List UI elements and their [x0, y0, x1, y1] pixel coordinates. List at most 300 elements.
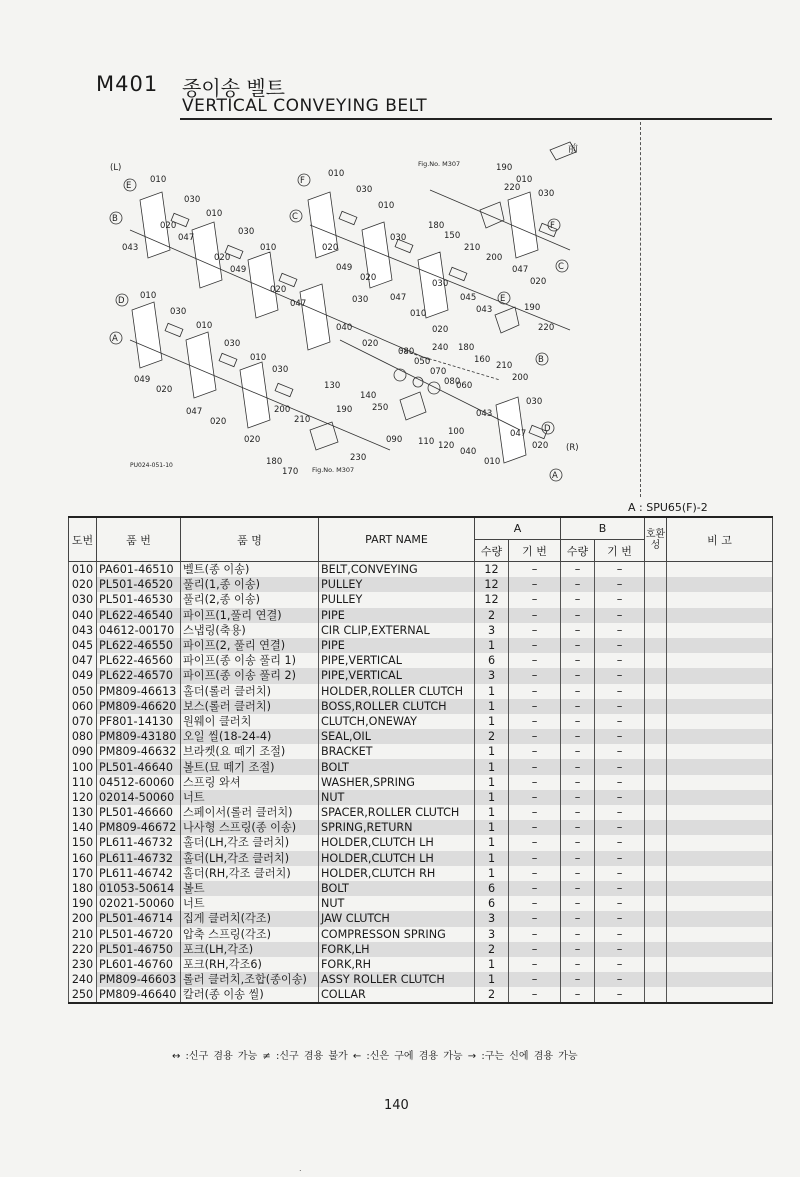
- svg-text:043: 043: [122, 243, 139, 253]
- cell-qty-b: –: [561, 744, 595, 759]
- cell-qty: 1: [475, 820, 509, 835]
- cell-interchange: [645, 775, 667, 790]
- svg-text:010: 010: [484, 457, 501, 467]
- cell-base-a: –: [509, 577, 561, 592]
- cell-no: 010: [69, 562, 97, 578]
- svg-text:010: 010: [516, 175, 533, 185]
- cell-part-name: BOLT: [319, 881, 475, 896]
- page-number: 140: [384, 1098, 409, 1113]
- svg-text:F: F: [300, 176, 305, 186]
- cell-name-ko: 홀더(RH,각조 클러치): [181, 866, 319, 881]
- cell-part-no: PL501-46720: [97, 927, 181, 942]
- cell-part-name: FORK,LH: [319, 942, 475, 957]
- svg-text:047: 047: [178, 233, 195, 243]
- cell-interchange: [645, 866, 667, 881]
- svg-text:043: 043: [476, 305, 493, 315]
- svg-text:020: 020: [532, 441, 549, 451]
- svg-text:140: 140: [360, 391, 377, 401]
- cell-no: 030: [69, 592, 97, 607]
- cell-remarks: [667, 881, 773, 896]
- cell-qty: 2: [475, 608, 509, 623]
- cell-qty: 3: [475, 623, 509, 638]
- cell-part-no: PL611-46732: [97, 835, 181, 850]
- cell-part-no: PL501-46520: [97, 577, 181, 592]
- cell-name-ko: 너트: [181, 790, 319, 805]
- cell-base-a: –: [509, 759, 561, 774]
- svg-text:B: B: [112, 214, 118, 224]
- svg-text:210: 210: [464, 243, 481, 253]
- cell-base-a: –: [509, 775, 561, 790]
- cell-remarks: [667, 668, 773, 683]
- svg-text:130: 130: [324, 381, 341, 391]
- svg-text:090: 090: [386, 435, 403, 445]
- cell-qty-b: –: [561, 987, 595, 1003]
- table-row: [69, 759, 773, 774]
- cell-no: 049: [69, 668, 97, 683]
- cell-base-a: –: [509, 790, 561, 805]
- cell-interchange: [645, 623, 667, 638]
- svg-text:040: 040: [336, 323, 353, 333]
- cell-remarks: [667, 911, 773, 926]
- cell-part-name: PIPE,VERTICAL: [319, 653, 475, 668]
- cell-remarks: [667, 714, 773, 729]
- cell-no: 150: [69, 835, 97, 850]
- svg-text:170: 170: [282, 467, 299, 477]
- cell-base-a: –: [509, 729, 561, 744]
- svg-text:150: 150: [444, 231, 461, 241]
- cell-no: 060: [69, 699, 97, 714]
- cell-base-b: –: [595, 927, 645, 942]
- cell-base-a: –: [509, 896, 561, 911]
- svg-text:(L): (L): [110, 163, 122, 173]
- cell-remarks: [667, 577, 773, 592]
- cell-base-a: –: [509, 684, 561, 699]
- dashed-divider: [640, 122, 641, 497]
- cell-remarks: [667, 866, 773, 881]
- svg-text:030: 030: [272, 365, 289, 375]
- cell-qty: 6: [475, 896, 509, 911]
- cell-qty-b: –: [561, 562, 595, 578]
- cell-remarks: [667, 775, 773, 790]
- cell-qty-b: –: [561, 942, 595, 957]
- cell-remarks: [667, 684, 773, 699]
- svg-text:043: 043: [476, 409, 493, 419]
- cell-qty-b: –: [561, 775, 595, 790]
- cell-base-b: –: [595, 775, 645, 790]
- cell-qty: 3: [475, 668, 509, 683]
- cell-remarks: [667, 987, 773, 1003]
- cell-interchange: [645, 714, 667, 729]
- cell-name-ko: 파이프(종 이송 풀리 2): [181, 668, 319, 683]
- table-row: [69, 881, 773, 896]
- cell-remarks: [667, 744, 773, 759]
- svg-text:020: 020: [432, 325, 449, 335]
- cell-name-ko: 포크(LH,각조): [181, 942, 319, 957]
- table-row: [69, 729, 773, 744]
- cell-remarks: [667, 820, 773, 835]
- cell-name-ko: 나사형 스프링(종 이송): [181, 820, 319, 835]
- cell-qty: 1: [475, 684, 509, 699]
- cell-remarks: [667, 759, 773, 774]
- col-no: 도번: [69, 517, 97, 562]
- cell-part-no: PL622-46540: [97, 608, 181, 623]
- table-row: [69, 668, 773, 683]
- cell-part-name: PIPE: [319, 608, 475, 623]
- cell-interchange: [645, 805, 667, 820]
- cell-qty: 1: [475, 957, 509, 972]
- cell-no: 160: [69, 851, 97, 866]
- cell-part-no: PF801-14130: [97, 714, 181, 729]
- svg-text:190: 190: [496, 163, 513, 173]
- cell-qty-b: –: [561, 820, 595, 835]
- table-row: [69, 714, 773, 729]
- col-remarks: 비 고: [667, 517, 773, 562]
- cell-name-ko: 파이프(1,풀리 연결): [181, 608, 319, 623]
- cell-part-no: PL501-46714: [97, 911, 181, 926]
- cell-name-ko: 풀리(1,종 이송): [181, 577, 319, 592]
- cell-name-ko: 파이프(2, 풀리 연결): [181, 638, 319, 653]
- table-row: [69, 866, 773, 881]
- cell-name-ko: 홀더(LH,각조 클러치): [181, 835, 319, 850]
- cell-name-ko: 압축 스프링(각조): [181, 927, 319, 942]
- svg-text:200: 200: [486, 253, 503, 263]
- cell-part-no: PL611-46742: [97, 866, 181, 881]
- cell-base-b: –: [595, 851, 645, 866]
- svg-text:049: 049: [134, 375, 151, 385]
- cell-base-b: –: [595, 881, 645, 896]
- model-note: A : SPU65(F)-2: [628, 501, 708, 514]
- cell-qty-b: –: [561, 790, 595, 805]
- cell-part-name: WASHER,SPRING: [319, 775, 475, 790]
- svg-text:120: 120: [438, 441, 455, 451]
- cell-qty-b: –: [561, 623, 595, 638]
- svg-text:010: 010: [328, 169, 345, 179]
- col-base-a: 기 번: [509, 540, 561, 562]
- cell-remarks: [667, 592, 773, 607]
- cell-remarks: [667, 942, 773, 957]
- cell-part-no: PL501-46640: [97, 759, 181, 774]
- cell-base-a: –: [509, 653, 561, 668]
- svg-text:080: 080: [444, 377, 461, 387]
- cell-base-a: –: [509, 668, 561, 683]
- svg-text:049: 049: [230, 265, 247, 275]
- cell-no: 120: [69, 790, 97, 805]
- table-row: [69, 699, 773, 714]
- svg-text:D: D: [544, 424, 551, 434]
- diagram-ref-code: PU024-051-10: [130, 462, 173, 469]
- cell-qty: 1: [475, 638, 509, 653]
- cell-no: 220: [69, 942, 97, 957]
- cell-part-name: COMPRESSON SPRING: [319, 927, 475, 942]
- cell-base-b: –: [595, 684, 645, 699]
- cell-qty-b: –: [561, 881, 595, 896]
- cell-base-a: –: [509, 987, 561, 1003]
- cell-part-no: PM809-46632: [97, 744, 181, 759]
- table-row: [69, 835, 773, 850]
- cell-base-b: –: [595, 972, 645, 987]
- svg-text:020: 020: [362, 339, 379, 349]
- cell-base-a: –: [509, 866, 561, 881]
- cell-qty: 6: [475, 881, 509, 896]
- cell-part-no: PL611-46732: [97, 851, 181, 866]
- table-row: [69, 653, 773, 668]
- col-part-no: 품 번: [97, 517, 181, 562]
- cell-remarks: [667, 957, 773, 972]
- cell-no: 190: [69, 896, 97, 911]
- cell-no: 090: [69, 744, 97, 759]
- cell-qty-b: –: [561, 684, 595, 699]
- cell-part-name: SEAL,OIL: [319, 729, 475, 744]
- cell-interchange: [645, 729, 667, 744]
- cell-base-a: –: [509, 699, 561, 714]
- cell-name-ko: 롤러 클러치,조합(종이송): [181, 972, 319, 987]
- cell-name-ko: 홀더(LH,각조 클러치): [181, 851, 319, 866]
- cell-name-ko: 보스(롤러 클러치): [181, 699, 319, 714]
- svg-text:050: 050: [414, 357, 431, 367]
- cell-interchange: [645, 562, 667, 578]
- svg-text:030: 030: [356, 185, 373, 195]
- table-row: [69, 577, 773, 592]
- cell-part-no: 02021-50060: [97, 896, 181, 911]
- svg-text:020: 020: [210, 417, 227, 427]
- table-row: [69, 896, 773, 911]
- svg-text:010: 010: [196, 321, 213, 331]
- svg-text:020: 020: [160, 221, 177, 231]
- cell-qty-b: –: [561, 957, 595, 972]
- svg-text:010: 010: [140, 291, 157, 301]
- cell-part-no: PL601-46760: [97, 957, 181, 972]
- cell-no: 070: [69, 714, 97, 729]
- cell-part-no: PM809-46613: [97, 684, 181, 699]
- cell-part-name: HOLDER,CLUTCH RH: [319, 866, 475, 881]
- cell-qty-b: –: [561, 592, 595, 607]
- svg-text:240: 240: [432, 343, 449, 353]
- cell-part-no: PM809-46620: [97, 699, 181, 714]
- cell-base-a: –: [509, 851, 561, 866]
- cell-no: 250: [69, 987, 97, 1003]
- cell-interchange: [645, 577, 667, 592]
- cell-part-no: PM809-46640: [97, 987, 181, 1003]
- cell-qty-b: –: [561, 577, 595, 592]
- cell-interchange: [645, 638, 667, 653]
- cell-base-b: –: [595, 866, 645, 881]
- title-english: VERTICAL CONVEYING BELT: [182, 96, 428, 116]
- cell-interchange: [645, 684, 667, 699]
- cell-name-ko: 칼러(종 이송 씰): [181, 987, 319, 1003]
- cell-interchange: [645, 653, 667, 668]
- cell-name-ko: 볼트: [181, 881, 319, 896]
- svg-text:030: 030: [224, 339, 241, 349]
- svg-text:(R): (R): [566, 443, 579, 453]
- cell-interchange: [645, 835, 667, 850]
- cell-base-a: –: [509, 562, 561, 578]
- cell-base-a: –: [509, 911, 561, 926]
- cell-qty: 1: [475, 775, 509, 790]
- cell-part-name: NUT: [319, 896, 475, 911]
- cell-base-a: –: [509, 623, 561, 638]
- cell-name-ko: 홀더(롤러 클러치): [181, 684, 319, 699]
- svg-text:030: 030: [170, 307, 187, 317]
- cell-qty: 1: [475, 805, 509, 820]
- cell-qty-b: –: [561, 638, 595, 653]
- cell-interchange: [645, 759, 667, 774]
- svg-text:030: 030: [538, 189, 555, 199]
- table-row: [69, 790, 773, 805]
- cell-no: 050: [69, 684, 97, 699]
- svg-text:010: 010: [378, 201, 395, 211]
- cell-part-no: PL501-46660: [97, 805, 181, 820]
- svg-text:220: 220: [504, 183, 521, 193]
- cell-qty: 1: [475, 972, 509, 987]
- cell-interchange: [645, 896, 667, 911]
- cell-base-b: –: [595, 759, 645, 774]
- cell-qty-b: –: [561, 866, 595, 881]
- cell-qty-b: –: [561, 668, 595, 683]
- cell-name-ko: 스냅링(축용): [181, 623, 319, 638]
- svg-text:047: 047: [390, 293, 407, 303]
- cell-interchange: [645, 668, 667, 683]
- cell-base-b: –: [595, 805, 645, 820]
- cell-base-b: –: [595, 699, 645, 714]
- svg-text:060: 060: [456, 381, 473, 391]
- cell-part-no: PL622-46560: [97, 653, 181, 668]
- cell-part-name: BELT,CONVEYING: [319, 562, 475, 578]
- cell-base-b: –: [595, 714, 645, 729]
- cell-part-name: CIR CLIP,EXTERNAL: [319, 623, 475, 638]
- cell-base-b: –: [595, 911, 645, 926]
- svg-text:030: 030: [184, 195, 201, 205]
- cell-part-name: NUT: [319, 790, 475, 805]
- cell-remarks: [667, 972, 773, 987]
- cell-name-ko: 볼트(묘 떼기 조절): [181, 759, 319, 774]
- cell-qty-b: –: [561, 911, 595, 926]
- cell-base-b: –: [595, 987, 645, 1003]
- cell-remarks: [667, 653, 773, 668]
- svg-text:047: 047: [290, 299, 307, 309]
- svg-text:C: C: [292, 212, 298, 222]
- table-row: [69, 684, 773, 699]
- col-base-b: 기 번: [595, 540, 645, 562]
- cell-qty-b: –: [561, 653, 595, 668]
- cell-base-a: –: [509, 972, 561, 987]
- col-qty-a: 수량: [475, 540, 509, 562]
- cell-part-name: BRACKET: [319, 744, 475, 759]
- svg-text:180: 180: [266, 457, 283, 467]
- svg-text:200: 200: [512, 373, 529, 383]
- cell-qty: 1: [475, 851, 509, 866]
- cell-qty-b: –: [561, 729, 595, 744]
- svg-text:047: 047: [510, 429, 527, 439]
- svg-text:080: 080: [398, 347, 415, 357]
- cell-qty-b: –: [561, 805, 595, 820]
- cell-interchange: [645, 927, 667, 942]
- svg-text:010: 010: [206, 209, 223, 219]
- cell-no: 045: [69, 638, 97, 653]
- svg-text:030: 030: [238, 227, 255, 237]
- cell-base-b: –: [595, 638, 645, 653]
- cell-remarks: [667, 638, 773, 653]
- cell-part-name: HOLDER,CLUTCH LH: [319, 851, 475, 866]
- col-part-name: PART NAME: [319, 517, 475, 562]
- col-interchange: 호환성: [645, 517, 667, 562]
- cell-qty: 1: [475, 714, 509, 729]
- cell-part-name: SPACER,ROLLER CLUTCH: [319, 805, 475, 820]
- cell-base-b: –: [595, 820, 645, 835]
- svg-text:030: 030: [390, 233, 407, 243]
- cell-remarks: [667, 729, 773, 744]
- cell-name-ko: 포크(RH,각조6): [181, 957, 319, 972]
- svg-text:110: 110: [418, 437, 435, 447]
- table-row: [69, 775, 773, 790]
- cell-base-b: –: [595, 592, 645, 607]
- cell-base-b: –: [595, 577, 645, 592]
- cell-remarks: [667, 623, 773, 638]
- cell-qty-b: –: [561, 759, 595, 774]
- cell-base-a: –: [509, 714, 561, 729]
- cell-base-b: –: [595, 653, 645, 668]
- table-row: [69, 744, 773, 759]
- svg-text:200: 200: [274, 405, 291, 415]
- cell-interchange: [645, 911, 667, 926]
- cell-qty-b: –: [561, 896, 595, 911]
- cell-part-name: CLUTCH,ONEWAY: [319, 714, 475, 729]
- cell-name-ko: 집게 클러치(각조): [181, 911, 319, 926]
- cell-part-no: 04612-00170: [97, 623, 181, 638]
- cell-interchange: [645, 851, 667, 866]
- svg-text:210: 210: [294, 415, 311, 425]
- cell-no: 080: [69, 729, 97, 744]
- cell-no: 170: [69, 866, 97, 881]
- cell-part-name: JAW CLUTCH: [319, 911, 475, 926]
- cell-base-a: –: [509, 942, 561, 957]
- svg-text:A: A: [552, 471, 558, 481]
- cell-no: 100: [69, 759, 97, 774]
- svg-text:047: 047: [186, 407, 203, 417]
- cell-remarks: [667, 927, 773, 942]
- svg-text:020: 020: [530, 277, 547, 287]
- svg-text:230: 230: [350, 453, 367, 463]
- svg-text:020: 020: [214, 253, 231, 263]
- cell-no: 140: [69, 820, 97, 835]
- cell-part-no: PL622-46570: [97, 668, 181, 683]
- cell-no: 040: [69, 608, 97, 623]
- col-name-ko: 품 명: [181, 517, 319, 562]
- svg-text:190: 190: [524, 303, 541, 313]
- cell-remarks: [667, 835, 773, 850]
- table-row: [69, 972, 773, 987]
- fig-ref-top: Fig.No. M307: [418, 160, 461, 168]
- cell-qty: 12: [475, 577, 509, 592]
- svg-text:180: 180: [428, 221, 445, 231]
- cell-interchange: [645, 699, 667, 714]
- table-row: [69, 592, 773, 607]
- svg-text:040: 040: [460, 447, 477, 457]
- cell-qty: 2: [475, 942, 509, 957]
- cell-interchange: [645, 592, 667, 607]
- cell-no: 240: [69, 972, 97, 987]
- cell-qty: 2: [475, 987, 509, 1003]
- cell-qty: 12: [475, 562, 509, 578]
- svg-text:A: A: [112, 334, 118, 344]
- cell-base-b: –: [595, 942, 645, 957]
- cell-no: 230: [69, 957, 97, 972]
- svg-text:180: 180: [458, 343, 475, 353]
- cell-interchange: [645, 942, 667, 957]
- cell-base-b: –: [595, 562, 645, 578]
- cell-base-b: –: [595, 790, 645, 805]
- cell-remarks: [667, 805, 773, 820]
- svg-text:210: 210: [496, 361, 513, 371]
